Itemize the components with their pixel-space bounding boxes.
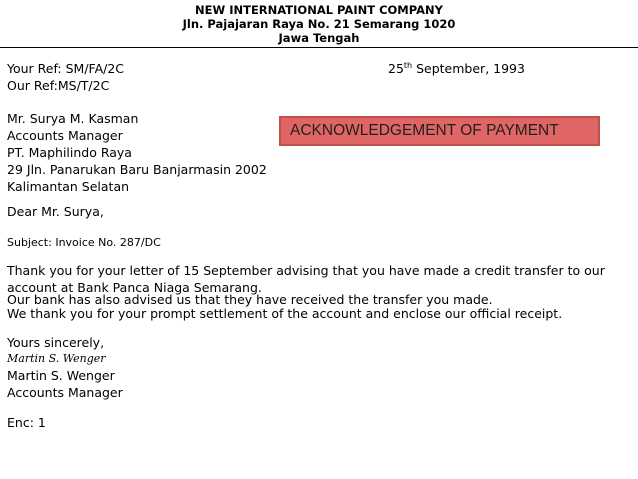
salutation: Dear Mr. Surya,: [7, 204, 104, 219]
recipient-province: Kalimantan Selatan: [7, 179, 130, 194]
our-reference: Our Ref:MS/T/2C: [7, 78, 110, 93]
date-suffix: th: [403, 61, 413, 70]
recipient-name: Mr. Surya M. Kasman: [7, 111, 139, 126]
subject-line: Subject: Invoice No. 287/DC: [7, 236, 161, 249]
signatory-title: Accounts Manager: [7, 385, 123, 400]
letterhead-divider: [0, 47, 638, 48]
body-paragraph-1: Thank you for your letter of 15 September advising that you have made a credit transfer to our account at Bank Panca Niaga Semarang.: [7, 263, 605, 295]
letterhead-address: Jln. Pajajaran Raya No. 21 Semarang 1020: [182, 17, 456, 31]
enclosure-note: Enc: 1: [7, 415, 46, 430]
your-reference: Your Ref: SM/FA/2C: [7, 61, 125, 76]
recipient-title: Accounts Manager: [7, 128, 123, 143]
letterhead-region: Jawa Tengah: [278, 31, 360, 45]
handwritten-signature: Martin S. Wenger: [7, 352, 106, 365]
letterhead-company: NEW INTERNATIONAL PAINT COMPANY: [195, 3, 443, 17]
body-paragraph-2: Our bank has also advised us that they have received the transfer you made.: [7, 292, 493, 307]
recipient-street: 29 Jln. Panarukan Baru Banjarmasin 2002: [7, 162, 267, 177]
letter-date: [388, 60, 525, 77]
date-rest: September, 1993: [412, 61, 525, 76]
date-day: 25: [388, 61, 404, 76]
signatory-name: Martin S. Wenger: [7, 368, 115, 383]
body-paragraph-3: We thank you for your prompt settlement of the account and enclose our official receipt.: [7, 306, 563, 321]
acknowledgement-banner: ACKNOWLEDGEMENT OF PAYMENT: [279, 116, 600, 146]
valediction: Yours sincerely,: [7, 335, 105, 350]
recipient-company: PT. Maphilindo Raya: [7, 145, 132, 160]
